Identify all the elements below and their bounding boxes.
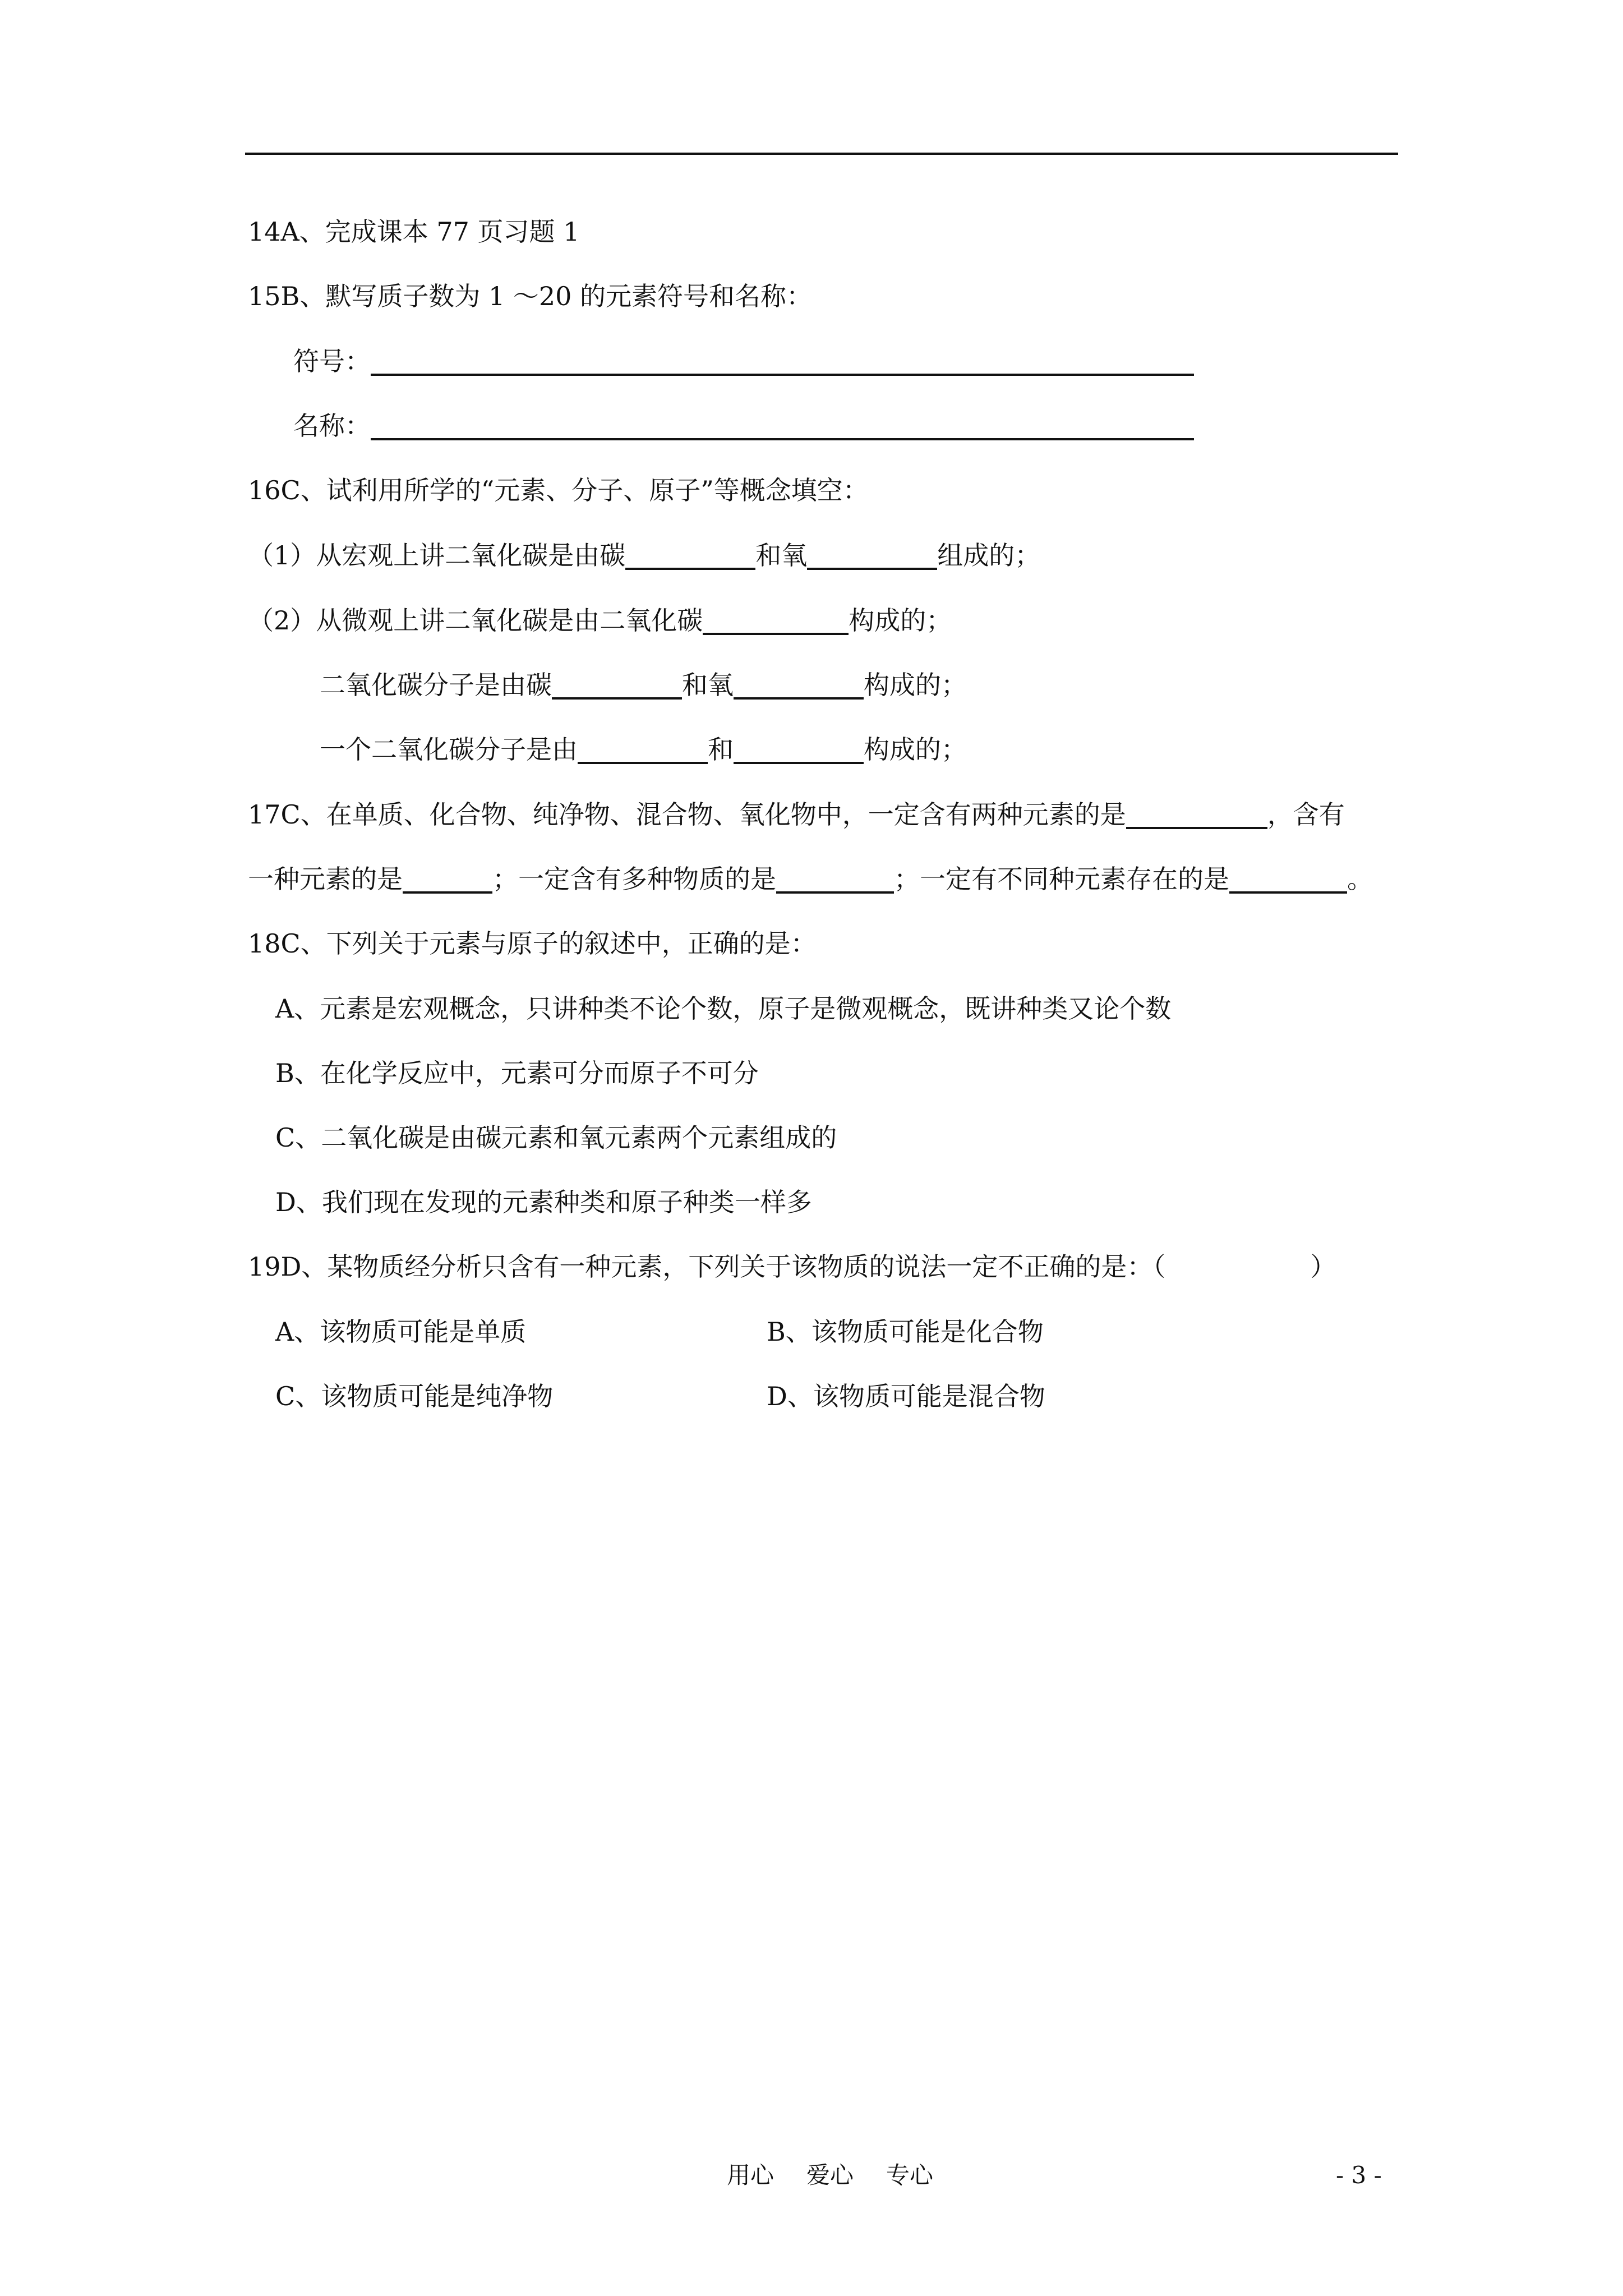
header-rule xyxy=(245,153,1398,155)
question-16-line-2: （2）从微观上讲二氧化碳是由二氧化碳 构成的； xyxy=(248,604,952,637)
answer-blank[interactable] xyxy=(578,733,708,764)
question-19-option-a: A、该物质可能是单质 xyxy=(275,1317,527,1347)
answer-blank[interactable] xyxy=(403,862,492,894)
question-16-line-3: 二氧化碳分子是由碳 和氧 构成的； xyxy=(320,668,967,702)
question-15-name-row: 名称： xyxy=(293,409,1194,443)
answer-blank[interactable] xyxy=(625,539,755,570)
question-16-line-1: （1）从宏观上讲二氧化碳是由碳 和氧 组成的； xyxy=(248,539,1040,572)
question-16-stem: 16C、试利用所学的“元素、分子、原子”等概念填空： xyxy=(248,475,869,505)
answer-blank[interactable] xyxy=(1229,862,1347,894)
question-19-stem: 19D、某物质经分析只含有一种元素，下列关于该物质的说法一定不正确的是：（ ） xyxy=(248,1251,1336,1282)
question-17-line-2: 一种元素的是 ；一定含有多种物质的是 ；一定有不同种元素存在的是 。 xyxy=(248,862,1373,896)
question-18-option-d: D、我们现在发现的元素种类和原子种类一样多 xyxy=(275,1187,812,1217)
answer-blank[interactable] xyxy=(371,344,1194,376)
answer-blank[interactable] xyxy=(776,862,894,894)
question-18-option-c: C、二氧化碳是由碳元素和氧元素两个元素组成的 xyxy=(275,1122,837,1153)
footer-motto: 用心 爱心 专心 xyxy=(727,2161,934,2189)
question-18-option-b: B、在化学反应中，元素可分而原子不可分 xyxy=(275,1058,759,1088)
question-19-option-c: C、该物质可能是纯净物 xyxy=(275,1381,554,1411)
question-19-option-d: D、该物质可能是混合物 xyxy=(767,1381,1045,1411)
answer-blank[interactable] xyxy=(734,733,864,764)
answer-blank[interactable] xyxy=(552,668,682,700)
question-17-line-1: 17C、在单质、化合物、纯净物、混合物、氧化物中，一定含有两种元素的是 ，含有 xyxy=(248,798,1345,831)
answer-blank[interactable] xyxy=(371,409,1194,440)
question-18-stem: 18C、下列关于元素与原子的叙述中，正确的是： xyxy=(248,928,817,959)
question-14: 14A、完成课本 77 页习题 1 xyxy=(248,217,580,247)
page-number: - 3 - xyxy=(1336,2161,1382,2189)
question-16-line-4: 一个二氧化碳分子是由 和 构成的； xyxy=(320,733,967,766)
answer-blank[interactable] xyxy=(734,668,864,700)
question-15-stem: 15B、默写质子数为 1 ～20 的元素符号和名称： xyxy=(248,281,813,311)
question-15-symbol-row: 符号： xyxy=(293,344,1194,378)
answer-blank[interactable] xyxy=(1126,798,1267,829)
answer-blank[interactable] xyxy=(807,539,937,570)
question-18-option-a: A、元素是宏观概念，只讲种类不论个数，原子是微观概念，既讲种类又论个数 xyxy=(275,993,1172,1024)
answer-blank[interactable] xyxy=(703,604,849,635)
question-19-option-b: B、该物质可能是化合物 xyxy=(767,1317,1044,1347)
